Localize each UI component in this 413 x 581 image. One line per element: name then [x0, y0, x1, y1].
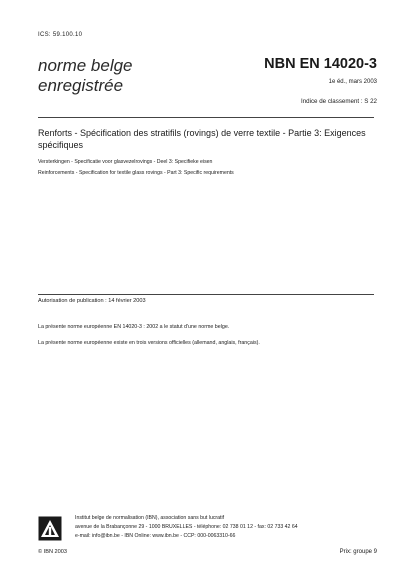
publication-authorization: Autorisation de publication : 14 février 2003	[38, 298, 146, 304]
title-french: Renforts - Spécification des stratifils (rovings) de verre textile - Partie 3: Exigences spécifiques	[38, 128, 366, 150]
ibn-logo	[38, 516, 62, 541]
copyright: © IBN 2003	[38, 549, 67, 555]
organization-info	[75, 514, 298, 541]
middle-divider	[38, 294, 374, 295]
organization-name: Institut belge de normalisation (IBN), association sans but lucratif	[75, 515, 225, 521]
document-type-line1: norme belge	[38, 56, 133, 75]
ics-code: ICS: 59.100.10	[38, 32, 83, 38]
title-dutch: Versterkingen - Specificatie voor glasvezelrovings - Deel 3: Specifieke eisen	[38, 159, 213, 165]
ibn-logo-mark	[38, 516, 62, 541]
price-group: Prix: groupe 9	[339, 549, 377, 555]
versions-statement: La présente norme européenne existe en trois versions officielles (allemand, anglais, français).	[38, 340, 260, 346]
edition-date: 1e éd., mars 2003	[328, 79, 377, 85]
organization-contact: e-mail: info@ibn.be - IBN Online: www.ibn.be - CCP: 000-0063310-66	[75, 533, 236, 539]
standard-number: NBN EN 14020-3	[264, 56, 377, 72]
top-divider	[38, 117, 374, 118]
organization-address: avenue de la Brabançonne 29 - 1000 BRUXELLES - téléphone: 02 738 01 12 - fax: 02 733 42 64	[75, 524, 298, 530]
title-english: Reinforcements - Specification for textile glass rovings - Part 3: Specific requirements	[38, 170, 234, 176]
classification-index: Indice de classement : S 22	[300, 98, 377, 105]
document-type-line2: enregistrée	[38, 76, 124, 95]
status-statement: La présente norme européenne EN 14020-3 : 2002 a le statut d'une norme belge.	[38, 324, 230, 330]
